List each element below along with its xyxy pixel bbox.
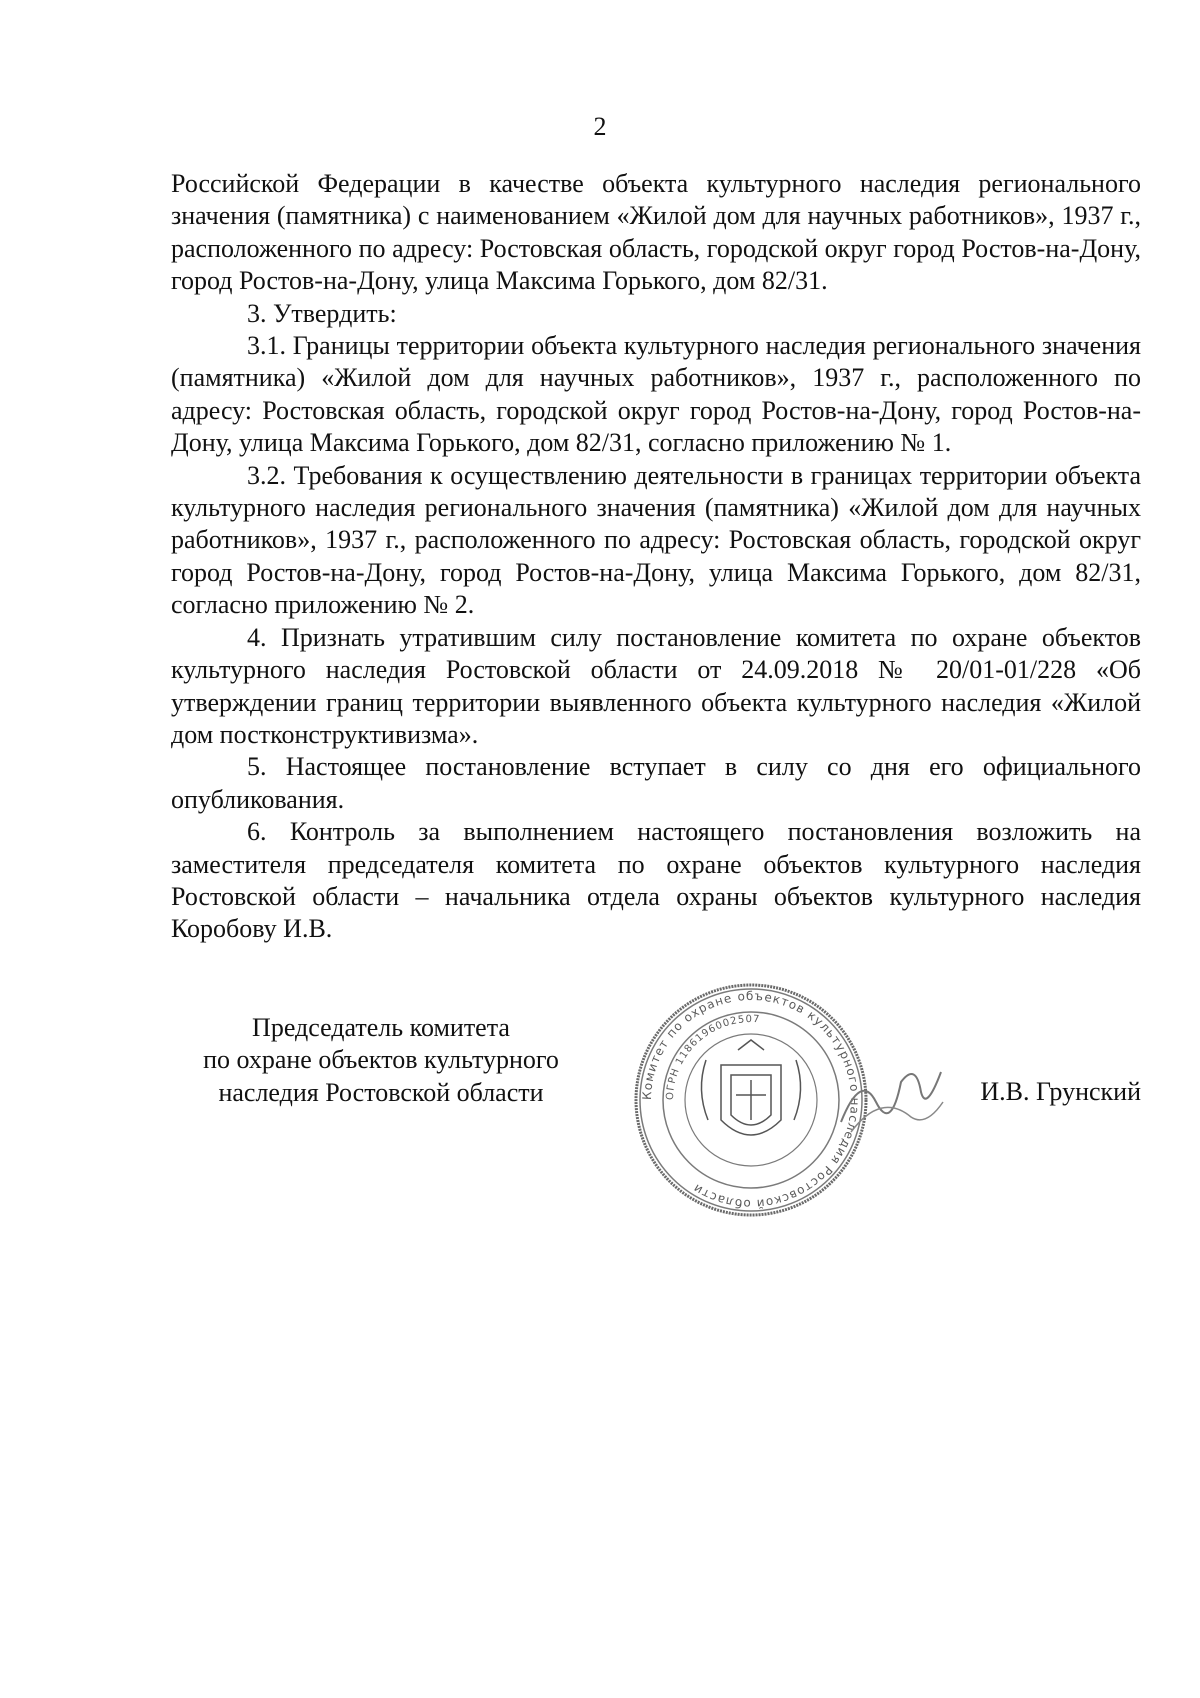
signatory-title	[171, 1012, 591, 1109]
paragraph-item-3: 3. Утвердить:	[247, 298, 397, 328]
signatory-title-line: Председатель комитета	[252, 1013, 510, 1042]
signatory-title-line: наследия Ростовской области	[218, 1077, 544, 1107]
paragraph-item-3-2: 3.2. Требования к осуществлению деятельности в границах территории объекта культурного наследия регионального значения (памятника) «Жилой дом для научных работников», 1937 г., расположенного по адресу: Ростовская область, городской округ город Ростов-на-Дону, город Ростов-на-Дону, улица Максима Горького, дом 82/31, согласно приложению № 2.	[171, 460, 1141, 620]
signatory-name: И.В. Грунский	[980, 1077, 1141, 1106]
handwritten-signature	[831, 1032, 951, 1152]
paragraph-item-6: 6. Контроль за выполнением настоящего постановления возложить на заместителя председателя комитета по охране объектов культурного наследия Ростовской области – начальника отдела охраны объектов культурного наследия Коробову И.В.	[171, 817, 1141, 944]
seal-outer-text: Комитет по охране объектов культурного наследия Ростовской области	[639, 988, 863, 1212]
paragraph-item-5: 5. Настоящее постановление вступает в силу со дня его официального опубликования.	[171, 752, 1141, 814]
paragraph-item-4: 4. Признать утратившим силу постановление комитета по охране объектов культурного наследия Ростовской области от 24.09.2018 № 20/01-01/228 «Об утверждении границ территории выявленного объекта культурного наследия «Жилой дом постконструктивизма».	[171, 622, 1141, 749]
coat-of-arms-icon	[701, 1040, 800, 1135]
signature-block	[171, 988, 1141, 1232]
document-body	[171, 168, 1141, 946]
page-number: 2	[593, 112, 607, 141]
seal-inner-text: ОГРН 1186196002507	[664, 1013, 761, 1101]
paragraph-continuation: Российской Федерации в качестве объекта культурного наследия регионального значения (памятника) с наименованием «Жилой дом для научных работников», 1937 г., расположенного по адресу: Ростовская область, городской округ город Ростов-на-Дону, город Ростов-на-Дону, улица Максима Горького, дом 82/31.	[171, 169, 1141, 296]
signatory-title-line: по охране объектов культурного	[203, 1045, 559, 1075]
paragraph-item-3-1: 3.1. Границы территории объекта культурного наследия регионального значения (памятника) «Жилой дом для научных работников», 1937 г., расположенного по адресу: Ростовская область, городской округ город Ростов-на-Дону, город Ростов-на-Дону, улица Максима Горького, дом 82/31, согласно приложению № 1.	[171, 331, 1141, 458]
